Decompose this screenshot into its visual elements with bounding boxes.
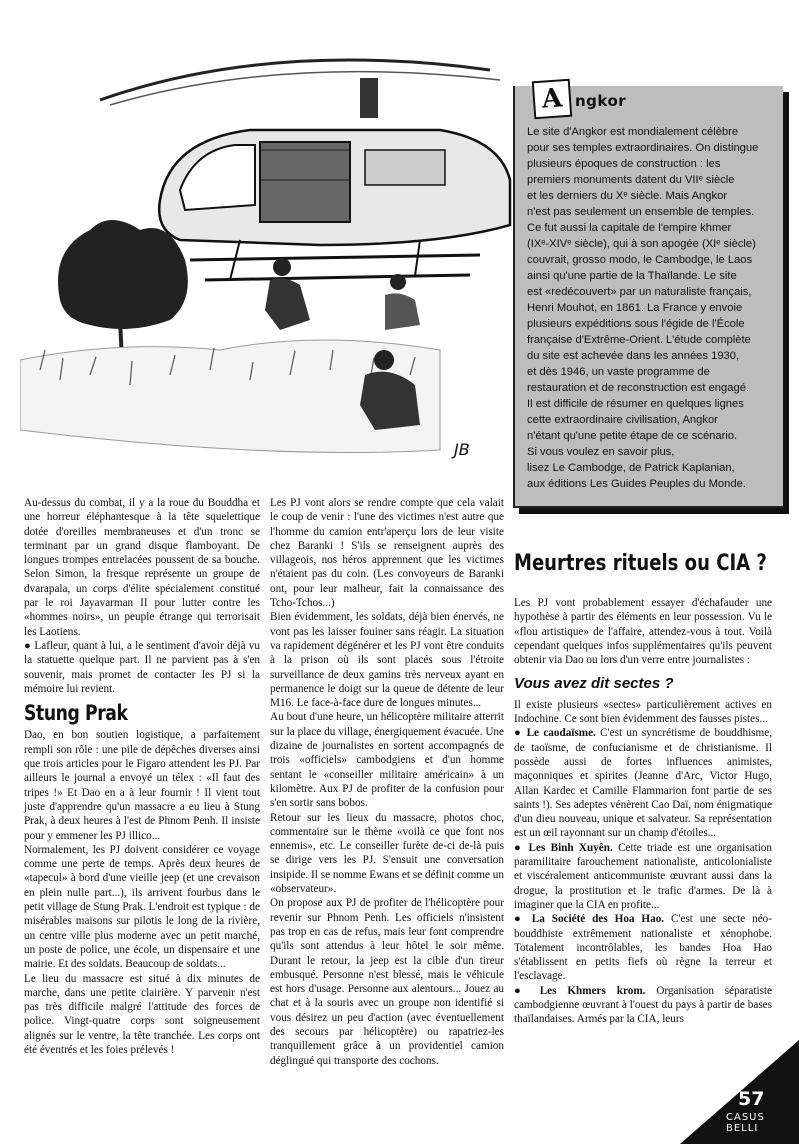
sidebar-line: Il est difficile de résumer en quelques lignes: [527, 398, 744, 410]
artist-signature: JB: [454, 440, 470, 459]
paragraph: Les PJ vont probablement essayer d'échafauder une hypothèse à partir des éléments en leur possession. Vu le «flou artistique» de l'affaire, attendez-vous à tout. Voilà cependant quelques infos supplémentaires qu'ils peuvent obtenir via Dao ou lors d'un verre entre journalistes :: [514, 597, 772, 667]
sidebar-line: (IXᵉ-XIVᵉ siècle), qui à son apogée (XIᵉ siècle): [527, 238, 756, 250]
subheading-sectes: Vous avez dit sectes ?: [514, 675, 674, 693]
bullet-title: ● Les Binh Xuyên.: [514, 841, 613, 854]
next-page-arrow-icon: ▷: [718, 1089, 729, 1104]
paragraph: Bien évidemment, les soldats, déjà bien énervés, ne vont pas les laisser fouiner sans réagir. La situation va rapidement dégénérer et les PJ vont être conduits à la prison où ils sont placés sous l'étroite surveillance de deux gamins très nerveux ayant en permanence le doigt sur la queue de détente de leur M16. Le face-à-face dure de longues minutes...: [270, 611, 504, 710]
helicopter-illustration: [20, 30, 520, 490]
sidebar-line: Le site d'Angkor est mondialement célèbre: [527, 126, 739, 138]
paragraph: Au bout d'une heure, un hélicoptère militaire atterrit sur la place du village, énergiquement évacuée. Une dizaine de journalistes en sortent accompagnés de trois «officiels» cambodgiens et d'un homme sentant le «conseiller militaire américain» à un kilomètre. Aux PJ de profiter de la confusion pour s'en sortir sans bobos.: [270, 711, 504, 810]
page-number: 57: [738, 1088, 765, 1110]
paragraph: Le lieu du massacre est situé à dix minutes de marche, dans une petite clairière. Y parvenir n'est pas très difficile malgré l'attitude des forces de police. Vingt-quatre corps sont soigneusement alignés sur le ventre, la tête tranchée. Les corps ont été éventrés et les foies prélevés !: [24, 972, 260, 1056]
list-item: [514, 912, 772, 983]
paragraph: Il existe plusieurs «sectes» particulièrement actives en Indochine. Ce sont bien évidemment des fausses pistes...: [514, 698, 772, 726]
sidebar-line: ainsi qu'une partie de la Thaïlande. Le site: [527, 270, 737, 282]
bullet-text: Organisation séparatiste cambodgienne œuvrant à l'ouest du pays à partir de bases thaïlandaises. Armés par la CIA, leurs: [514, 984, 772, 1026]
sidebar-line: et les derniers du Xᵉ siècle. Mais Angkor: [527, 190, 728, 202]
column-2: [270, 496, 504, 1068]
paragraph: Normalement, les PJ doivent considérer ce voyage comme une perte de temps. Après deux heures de «tapecul» à bord d'une vieille jeep (et une crevaison en plein nulle part...), ils arrivent fourbus dans le petit village de Stung Prak. L'endroit est typique : de misérables maisons sur pilotis le long de la rivière, un centre ville plus moderne avec un petit marché, un poste de police, une école, un dispensaire et une mairie. Et des soldats. Beaucoup de soldats...: [24, 843, 260, 971]
paragraph: Les PJ vont alors se rendre compte que cela valait le coup de venir : l'une des victimes n'est autre que l'homme du camion entr'aperçu lors de leur visite chez Baranki ! S'ils se renseignent auprès des villageois, nos héros apprennent que les victimes n'étaient pas du coin. (Les convoyeurs de Baranki ont, pour leur malheur, fait la connaissance des Tcho-Tchos...): [270, 497, 504, 610]
paragraph: On propose aux PJ de profiter de l'hélicoptère pour revenir sur Phnom Penh. Les officiels n'insistent pas trop en cas de refus, mais leur font comprendre qu'ils sont attendus à leur hôtel le soir même. Durant le retour, la jeep est la cible d'un tireur embusqué. Personne n'est blessé, mais le véhicule est hors d'usage. Personne aux alentours... Jouez au chat et à la souris avec un groupe non identifié si vous désirez un peu d'action (avec éventuellement des secours par hélicoptère) ou rapatriez-les tranquillement grâce à un providentiel camion déglingué qui transporte des cochons.: [270, 897, 504, 1067]
sidebar-line: lisez Le Cambodge, de Patrick Kaplanian,: [527, 462, 735, 474]
paragraph: ● Lafleur, quant à lui, a le sentiment d'avoir déjà vu la statuette quelque part. Il ne parvient pas à s'en souvenir, mais promet de contacter les PJ si la mémoire lui revient.: [24, 639, 260, 695]
bullet-text: C'est une secte néo-bouddhiste extrêmement nationaliste et xénophobe. Totalement incontrôlables, les bandes Hoa Hao s'établissent en petits fiefs où règne la terreur et l'esclavage.: [514, 913, 772, 983]
paragraph: Retour sur les lieux du massacre, photos choc, commentaire sur le thème «voilà ce que font nos ennemis», etc. Le conseiller furète de-ci de-là puis se dirige vers les PJ. S'ensuit une conversation insipide. Il se nomme Ewans et se définit comme un «observateur».: [270, 811, 504, 896]
sidebar-line: Si vous voulez en savoir plus,: [527, 446, 675, 458]
bullet-title: ● La Société des Hoa Hao.: [514, 913, 665, 926]
sidebar-line: pour ses temples extraordinaires. On distingue: [527, 142, 759, 154]
sidebar-line: du site est achevée dans les années 1930,: [527, 350, 740, 362]
paragraph: Dao, en bon soutien logistique, a parfaitement rempli son rôle : une pile de dépêches diverses ainsi que trois articles pour le Figaro attendent les PJ. Par ailleurs le journal a envoyé un télex : «Il faut des tripes !» Et Dao en a à leur fournir ! Il vient tout juste d'apprendre qu'un massacre a eu lieu à Stung Prak, à deux heures à l'est de Phnom Penh. Il insiste pour y emmener les PJ illico...: [24, 729, 260, 842]
sidebar-line: n'est pas seulement un ensemble de temples.: [527, 206, 755, 218]
sidebar-line: couvrait, grosso modo, le Cambodge, le Laos: [527, 254, 753, 266]
sidebar-body: [527, 124, 775, 492]
column-3: [514, 596, 772, 1027]
sidebar-line: restauration et de reconstruction est engagé.: [527, 382, 750, 394]
sidebar-line: française d'Extrême-Orient. L'étude complète: [527, 334, 751, 346]
section-heading-stung-prak: Stung Prak: [24, 701, 128, 726]
sidebar-line: premiers monuments datent du VIIᵉ siècle: [527, 174, 735, 186]
list-item: [514, 984, 772, 1027]
bullet-text: C'est un syncrétisme de bouddhisme, de taoïsme, de confucianisme et de christianisme. Il possède aussi de fortes influences animistes, maçonniques et spirites (Jeanne d'Arc, Victor Hugo, Allan Kardec et Camille Flammarion font partie de ses saints !). Ses adeptes vénèrent Cao Daï, nom énigmatique d'un dieu nouveau, unique et salvateur. Sa représentation est un œil rayonnant sur un champ d'étoiles...: [514, 727, 772, 840]
magazine-name: CASUS BELLI: [726, 1112, 765, 1134]
sidebar-line: est «redécouvert» par un naturaliste français,: [527, 286, 752, 298]
sidebar-line: Ce fut aussi la capitale de l'empire khmer: [527, 222, 732, 234]
sidebar-drop-cap: A: [532, 79, 573, 120]
paragraph: Au-dessus du combat, il y a la roue du Bouddha et une horreur éléphantesque à la tête squelettique dotée d'oreilles membraneuses et d'un tronc se terminant par un grand disque flamboyant. De longues trompes entrelacées poussent de sa bouche. Selon Simon, la fresque représente un groupe de dvarapala, un corps d'élite spécialement constitué par le roi Jayavarman II pour lutter contre les «hommes noirs», un peuple étrange qui terrorisait les Laotiens.: [24, 497, 260, 638]
bullet-title: ● Le caodaïsme.: [514, 727, 596, 740]
sidebar-line: plusieurs époques de construction : les: [527, 158, 721, 170]
sidebar-line: plusieurs expéditions sous l'égide de l'École: [527, 318, 745, 330]
bullet-text: Cette triade est une organisation paramilitaire farouchement nationaliste, anticolonialiste et viscéralement anticommuniste œuvrant aussi dans la drogue, la prostitution et le trafic d'armes. De là à imaginer que la CIA en profite...: [514, 841, 772, 911]
list-item: [514, 726, 772, 840]
sidebar-line: n'étant qu'une petite étape de ce scénario.: [527, 430, 738, 442]
sidebar-line: cette extraordinaire civilisation, Angkor: [527, 414, 718, 426]
sidebar-line: aux éditions Les Guides Peuples du Monde.: [527, 478, 746, 490]
section-heading-meurtres: Meurtres rituels ou CIA ?: [514, 551, 767, 576]
angkor-sidebar: [513, 83, 783, 508]
sidebar-header: [515, 83, 783, 118]
list-item: [514, 841, 772, 912]
column-1: [24, 496, 260, 1057]
sidebar-line: et dès 1946, un vaste programme de: [527, 366, 710, 378]
sidebar-line: Henri Mouhot, en 1861. La France y envoie: [527, 302, 743, 314]
sidebar-title: ngkor: [575, 92, 627, 110]
bullet-title: ● Les Khmers krom.: [514, 984, 646, 997]
